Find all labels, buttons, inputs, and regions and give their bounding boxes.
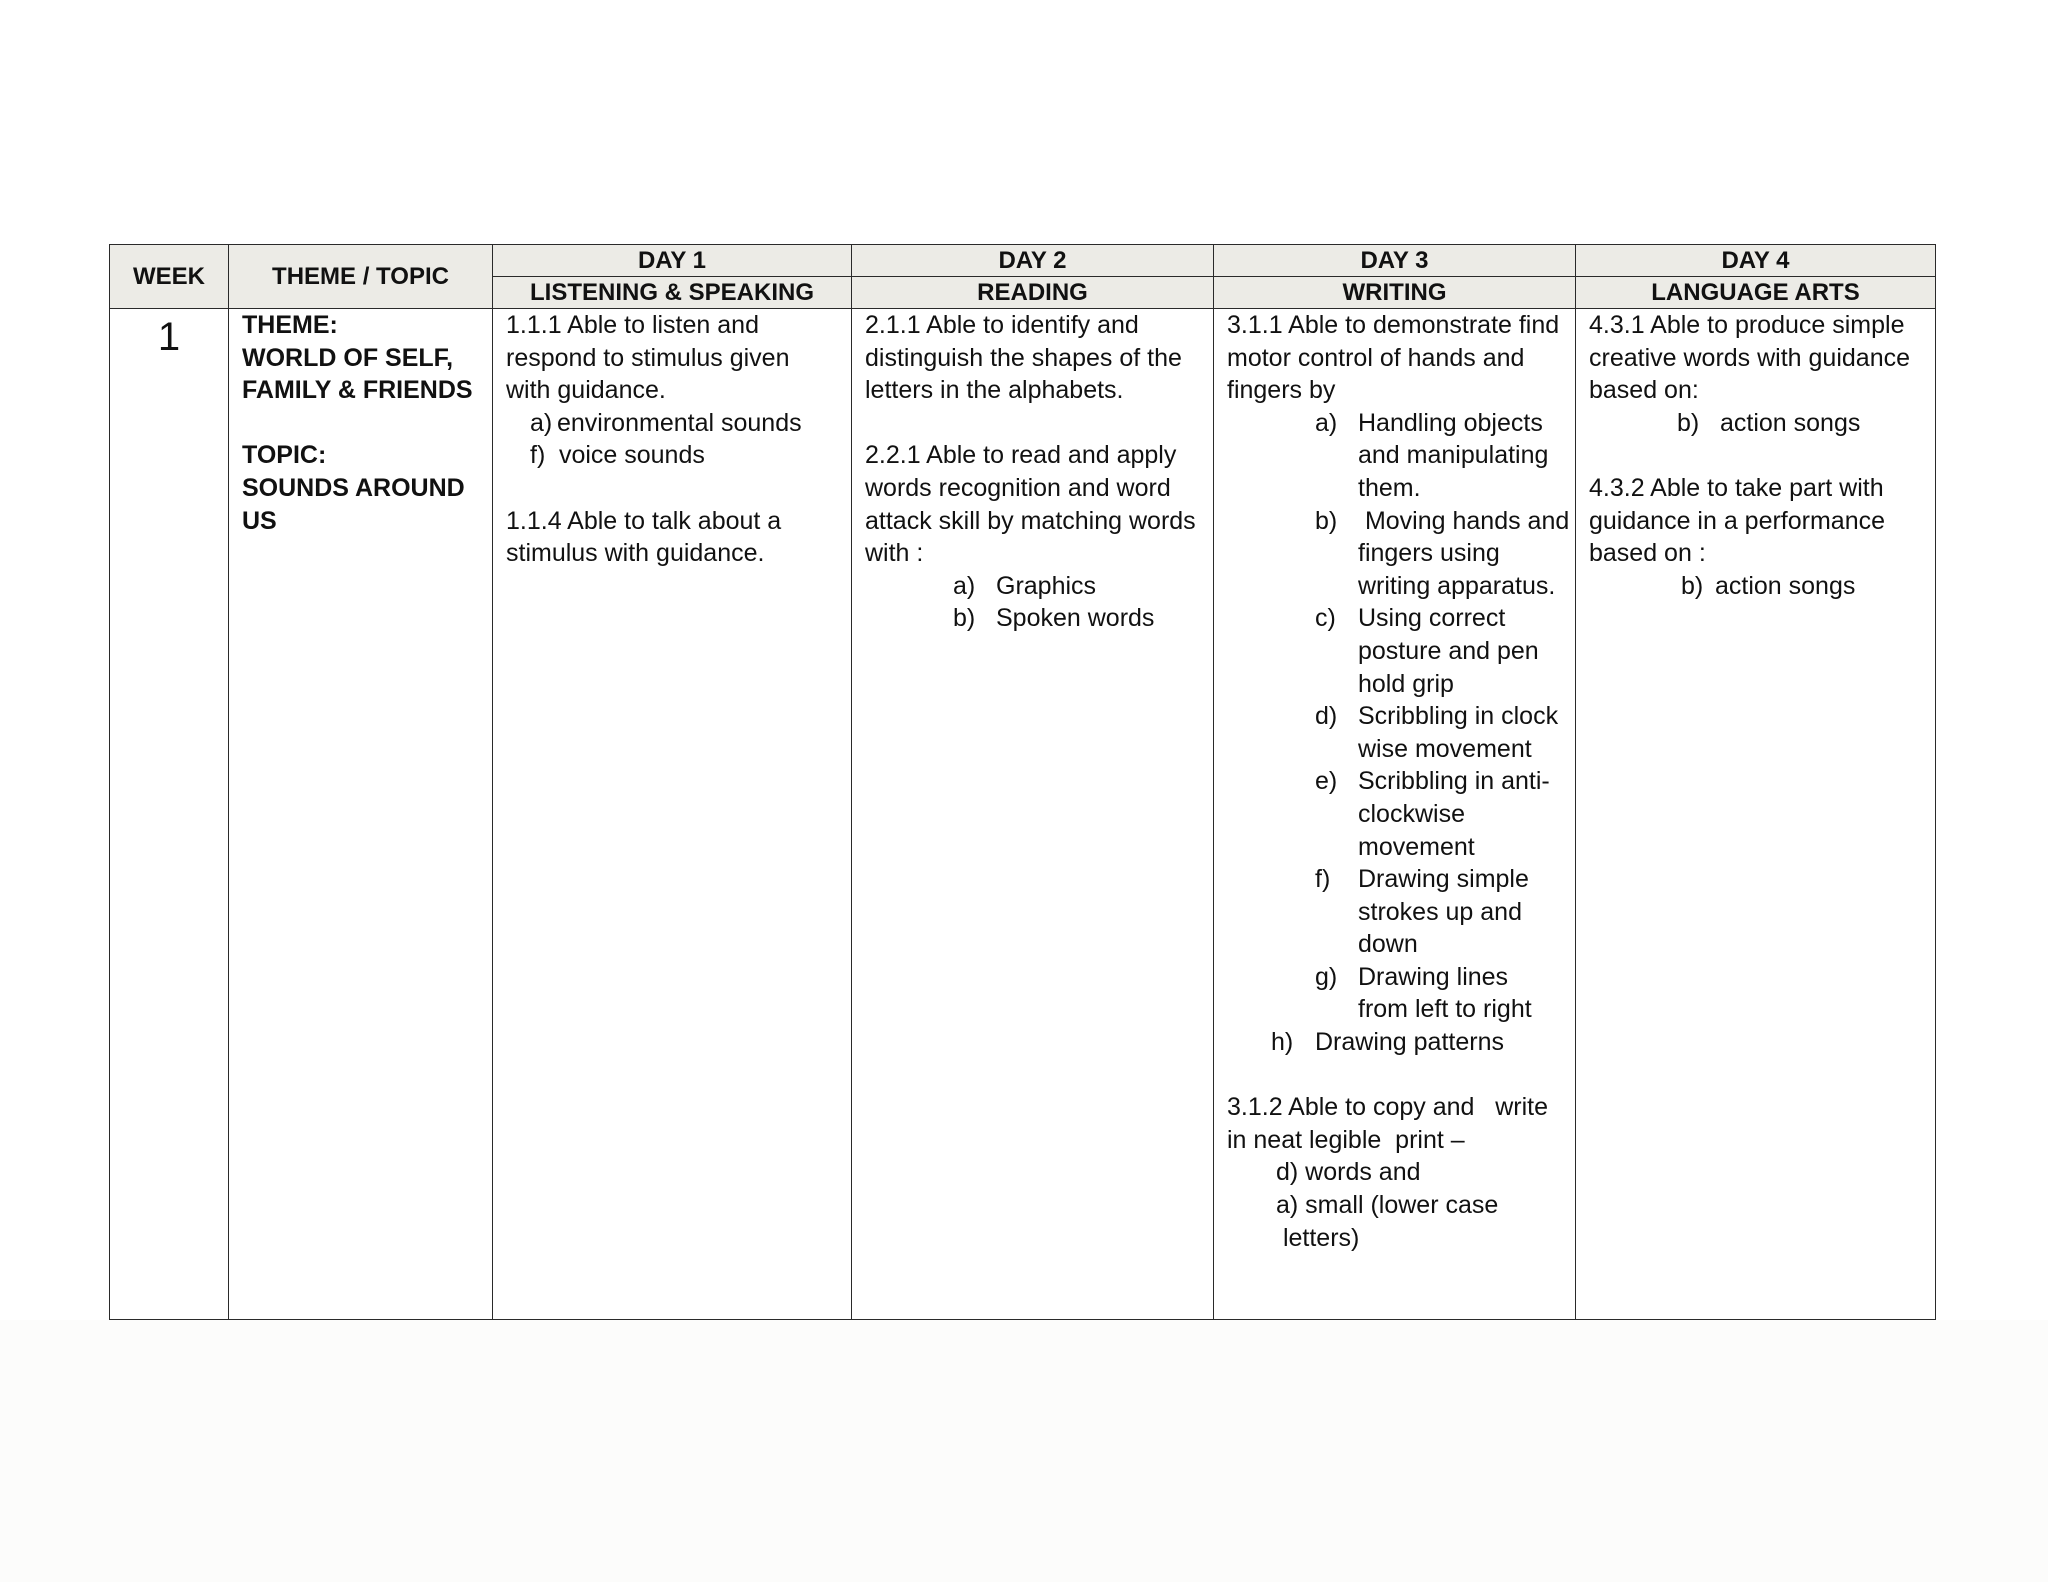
list-item: d) words and [1276,1158,1421,1187]
list-item: f) Drawing simple strokes up and down [1315,865,1529,959]
header-week: WEEK [110,245,229,309]
header-skill-reading: READING [852,277,1214,309]
page-lower-tint [0,1320,2048,1582]
header-row-days [110,245,1936,277]
topic-label: TOPIC: [242,441,327,470]
standard-line: 3.1.2 Able to copy and write [1227,1093,1549,1122]
standard-line: 4.3.2 Able to take part with [1589,473,1884,502]
theme-topic-cell [229,309,493,1320]
theme-line: FAMILY & FRIENDS [242,376,473,405]
standard-line: words recognition and word [865,473,1171,502]
header-skill-language-arts: LANGUAGE ARTS [1576,277,1936,309]
list-item: a) Handling objects and manipulating them. [1315,408,1549,502]
theme-line: WORLD OF SELF, [242,343,454,372]
list-item: e) Scribbling in anti- clockwise movement [1315,767,1550,861]
standard-line: based on : [1589,539,1706,568]
list-item: letters) [1276,1223,1360,1252]
list-item: c) Using correct posture and pen hold grip [1315,604,1539,698]
day-2-cell [852,309,1214,1320]
list-item: d) Scribbling in clock wise movement [1315,702,1559,763]
week-number: 1 [110,309,229,1320]
standard-line: attack skill by matching words [865,506,1196,535]
day-1-cell [493,309,852,1320]
header-theme-topic: THEME / TOPIC [229,245,493,309]
day-4-cell [1576,309,1936,1320]
list-item: g) Drawing lines from left to right [1315,962,1532,1024]
list-item: b) Moving hands and fingers using writing apparatus. [1315,506,1570,600]
day-3-cell [1214,309,1576,1320]
standard-line: letters in the alphabets. [865,376,1124,405]
standard-line: creative words with guidance [1589,343,1910,372]
list-item: b) action songs [1681,571,1856,600]
standard-line: with : [865,539,924,568]
topic-line: SOUNDS AROUND [242,473,465,502]
standard-line: based on: [1589,376,1699,405]
header-skill-writing: WRITING [1214,277,1576,309]
header-day-4: DAY 4 [1576,245,1936,277]
list-item: b) action songs [1677,408,1861,437]
week-row [110,309,1936,1320]
standard-line: with guidance. [506,376,666,405]
standard-line: 1.1.4 Able to talk about a [506,506,782,535]
standard-line: 2.2.1 Able to read and apply [865,441,1177,470]
standard-line: respond to stimulus given [506,343,790,372]
scheme-of-work-table [109,244,1936,1320]
header-day-2: DAY 2 [852,245,1214,277]
theme-label: THEME: [242,311,338,339]
list-item: h) Drawing patterns [1271,1028,1504,1057]
standard-line: in neat legible print – [1227,1125,1465,1154]
list-item: b) Spoken words [953,604,1155,633]
standard-line: 4.3.1 Able to produce simple [1589,311,1905,339]
list-item: a) Graphics [953,571,1097,600]
list-item: f) voice sounds [530,441,705,470]
standard-line: 2.1.1 Able to identify and [865,311,1139,339]
standard-line: stimulus with guidance. [506,539,765,568]
standard-line: 3.1.1 Able to demonstrate find [1227,311,1560,339]
topic-line: US [242,506,277,535]
standard-line: distinguish the shapes of the [865,343,1182,372]
list-item: a) small (lower case [1276,1191,1499,1220]
standard-line: guidance in a performance [1589,506,1886,535]
header-day-1: DAY 1 [493,245,852,277]
header-skill-listening-speaking: LISTENING & SPEAKING [493,277,852,309]
header-day-3: DAY 3 [1214,245,1576,277]
list-item: a) environmental sounds [530,408,802,437]
standard-line: motor control of hands and [1227,343,1525,372]
standard-line: 1.1.1 Able to listen and [506,311,759,339]
standard-line: fingers by [1227,376,1336,405]
